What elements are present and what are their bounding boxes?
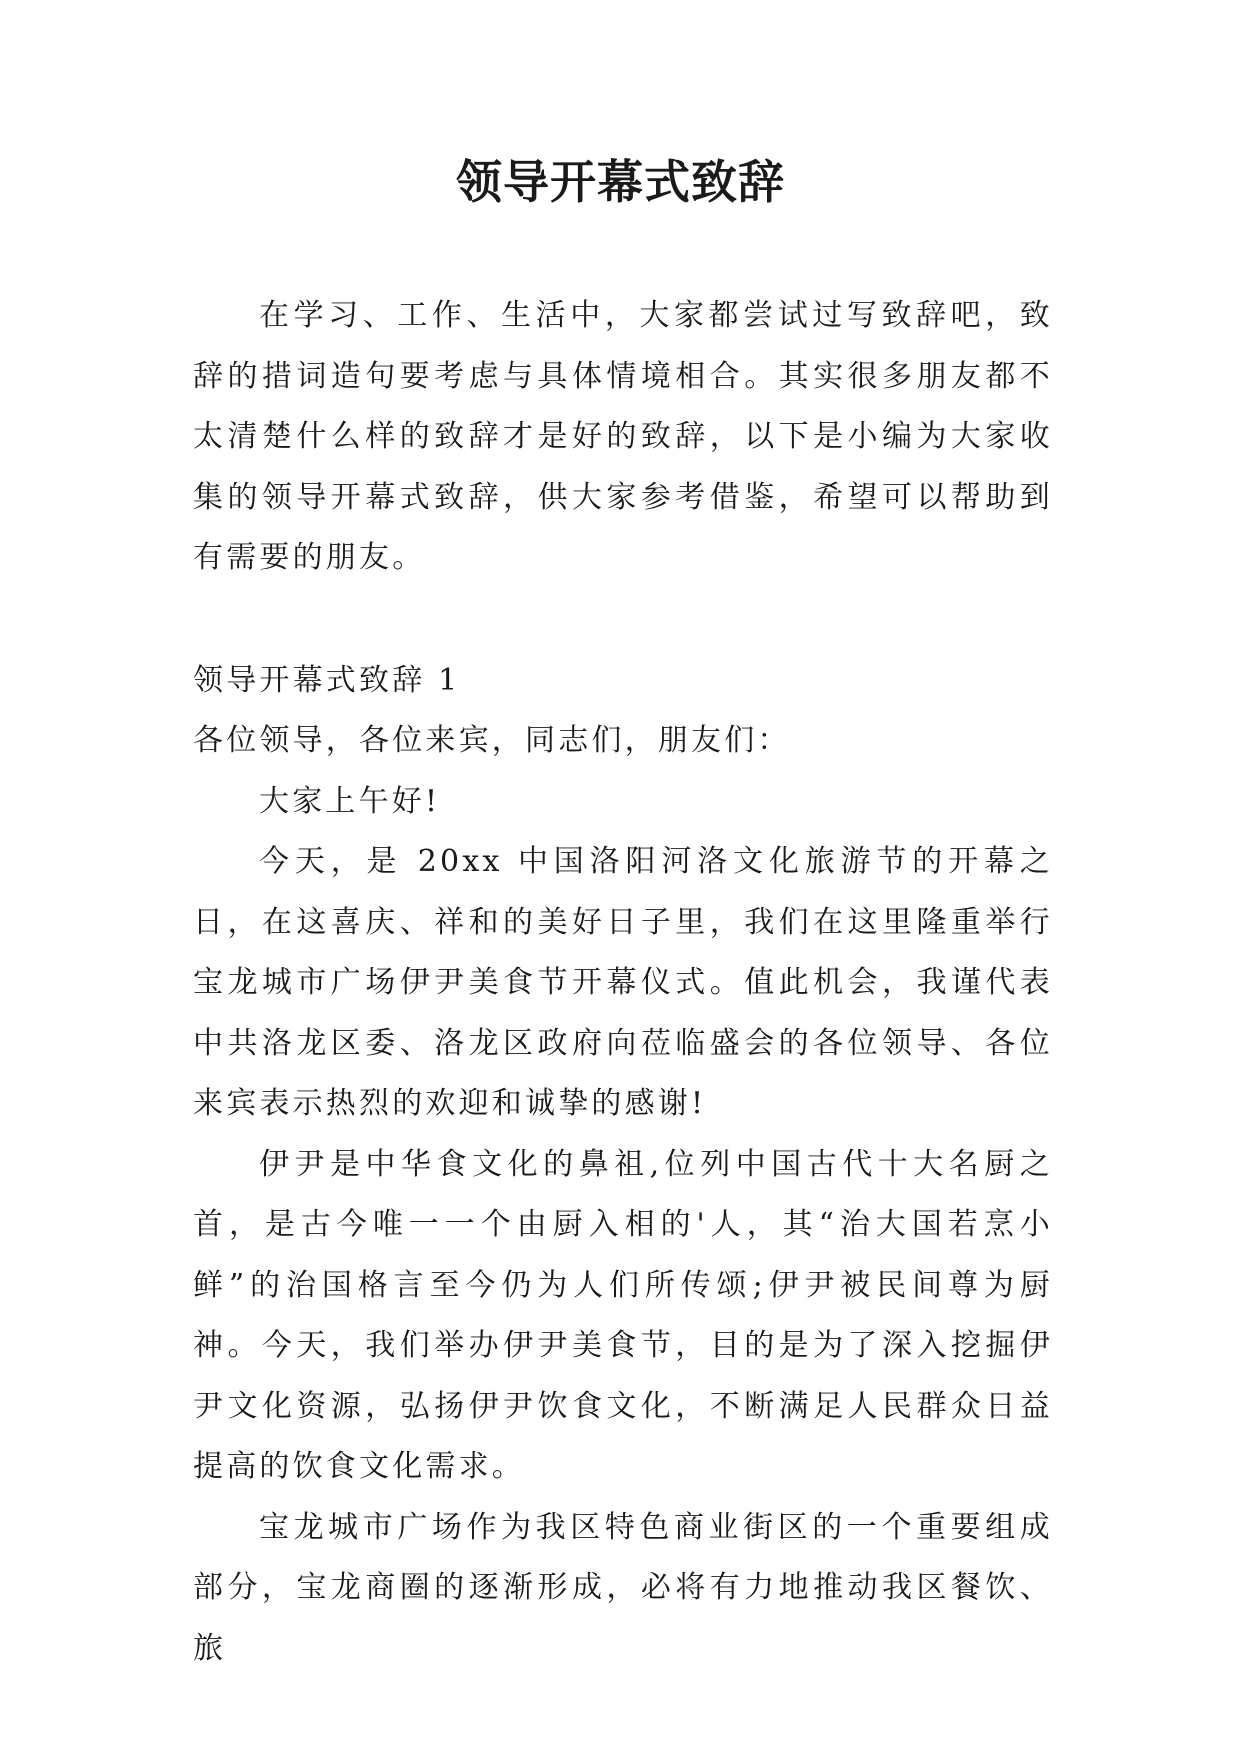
body-paragraph-yiyin: 伊尹是中华食文化的鼻祖,位列中国古代十大名厨之首，是古今唯一一个由厨入相的'人，其“治大国若烹小鲜”的治国格言至今仍为人们所传颂;伊尹被民间尊为厨神。今天，我们举办伊尹美食节，目的是为了深入挖掘伊尹文化资源，弘扬伊尹饮食文化，不断满足人民群众日益提高的饮食文化需求。 <box>193 1146 1053 1484</box>
body-paragraph-baolong: 宝龙城市广场作为我区特色商业街区的一个重要组成部分，宝龙商圈的逐渐形成，必将有力地推动我区餐饮、旅 <box>193 1509 1053 1666</box>
paragraph-spacer <box>193 589 1053 651</box>
intro-paragraph: 在学习、工作、生活中，大家都尝试过写致辞吧，致辞的措词造句要考虑与具体情境相合。其实很多朋友都不太清楚什么样的致辞才是好的致辞，以下是小编为大家收集的领导开幕式致辞，供大家参考借鉴，希望可以帮助到有需要的朋友。 <box>193 298 1053 575</box>
body-paragraph-opening: 今天，是 20xx 中国洛阳河洛文化旅游节的开幕之日，在这喜庆、祥和的美好日子里，我们在这里隆重举行宝龙城市广场伊尹美食节开幕仪式。值此机会，我谨代表中共洛龙区委、洛龙区政府向莅临盛会的各位领导、各位来宾表示热烈的欢迎和诚挚的感谢! <box>193 844 1053 1121</box>
document-body <box>193 286 1053 1679</box>
body-paragraph-greeting: 大家上午好! <box>259 783 441 819</box>
section-heading: 领导开幕式致辞 1 <box>193 662 461 698</box>
salutation: 各位领导，各位来宾，同志们，朋友们： <box>193 723 791 758</box>
document-title: 领导开幕式致辞 <box>456 155 785 209</box>
